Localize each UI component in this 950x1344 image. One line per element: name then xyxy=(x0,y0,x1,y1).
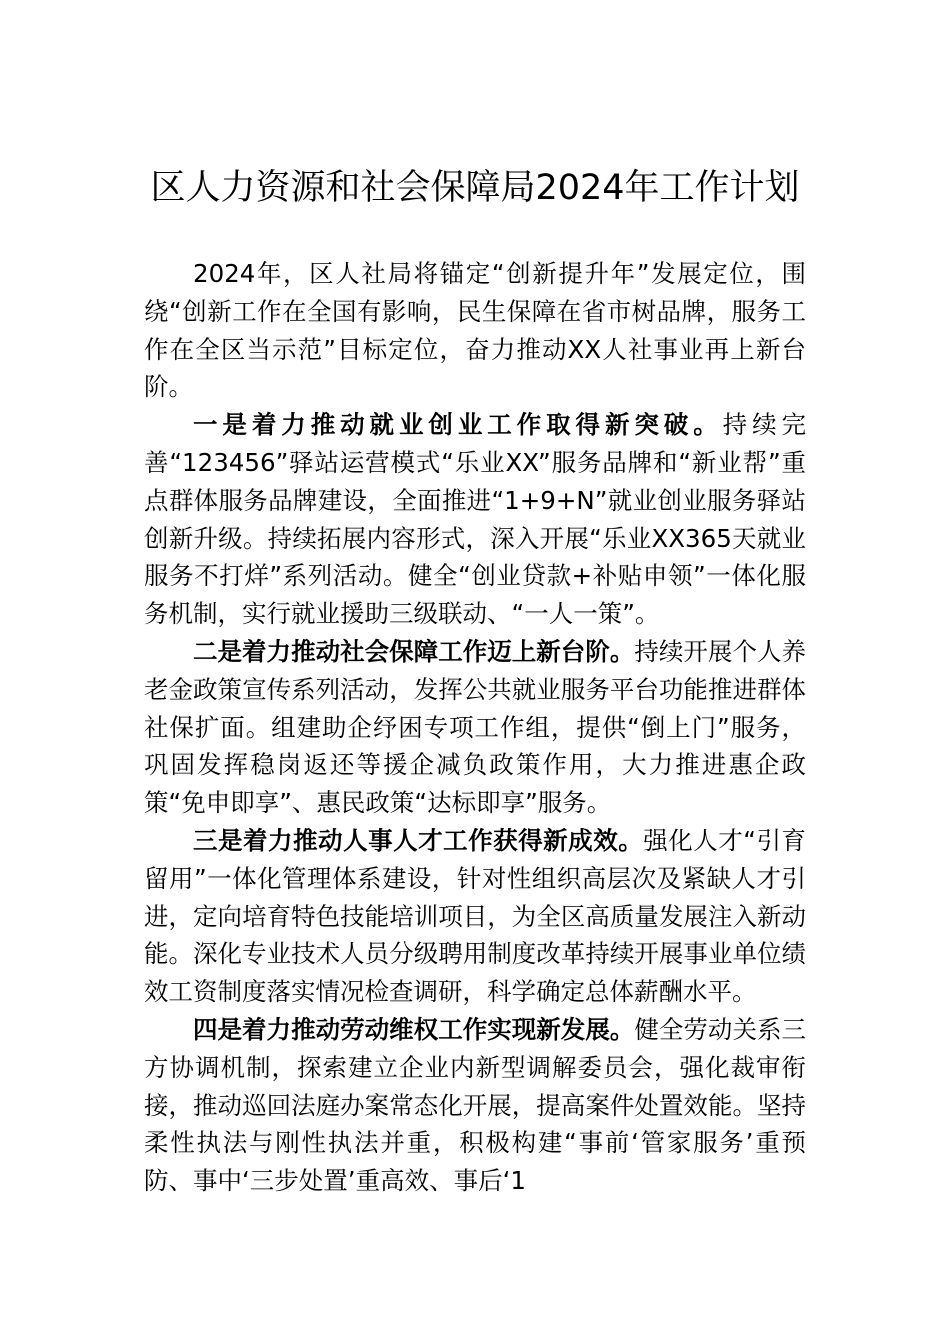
paragraph-text: 持续完善“123456”驿站运营模式“乐业XX”服务品牌和“新业帮”重点群体服务品牌建设，全面推进“1+9+N”就业创业服务驿站创新升级。持续拓展内容形式，深入开展“乐业XX365天就业服务不打烊”系列活动。健全“创业贷款+补贴申领”一体化服务机制，实行就业援助三级联动、“一人一策”。 xyxy=(144,410,807,629)
intro-paragraph xyxy=(144,255,806,406)
social-security-paragraph xyxy=(144,633,806,822)
labor-rights-paragraph xyxy=(144,1011,806,1200)
paragraph-text: 持续开展个人养老金政策宣传系列活动，发挥公共就业服务平台功能推进群体社保扩面。组建助企纾困专项工作组，提供“倒上门”服务，巩固发挥稳岗返还等援企减负政策作用，大力推进惠企政策“免申即享”、惠民政策“达标即享”服务。 xyxy=(144,636,806,818)
paragraph-text: 健全劳动关系三方协调机制，探索建立企业内新型调解委员会，强化裁审衔接，推动巡回法庭办案常态化开展，提高案件处置效能。坚持柔性执法与刚性执法并重，积极构建“事前‘管家服务’重预防、事中‘三步处置’重高效、事后‘1 xyxy=(144,1014,806,1196)
paragraph-lead: 四是着力推动劳动维权工作实现新发展。 xyxy=(193,1014,635,1044)
paragraph-lead: 三是着力推动人事人才工作获得新成效。 xyxy=(193,825,644,855)
paragraph-lead: 二是着力推动社会保障工作迈上新台阶。 xyxy=(193,636,635,666)
paragraph-text: 强化人才“引育留用”一体化管理体系建设，针对性组织高层次及紧缺人才引进，定向培育特色技能培训项目，为全区高质量发展注入新动能。深化专业技术人员分级聘用制度改革持续开展事业单位绩效工资制度落实情况检查调研，科学确定总体薪酬水平。 xyxy=(144,825,807,1007)
paragraph-lead: 一是着力推动就业创业工作取得新突破。 xyxy=(193,410,723,440)
document-body xyxy=(144,255,806,1200)
paragraph-text: 2024年，区人社局将锚定“创新提升年”发展定位，围绕“创新工作在全国有影响，民生保障在省市树品牌，服务工作在全区当示范”目标定位，奋力推动XX人社事业再上新台阶。 xyxy=(144,259,806,402)
employment-paragraph xyxy=(144,406,806,633)
document-title: 区人力资源和社会保障局2024年工作计划 xyxy=(150,168,800,208)
talent-paragraph xyxy=(144,822,806,1011)
